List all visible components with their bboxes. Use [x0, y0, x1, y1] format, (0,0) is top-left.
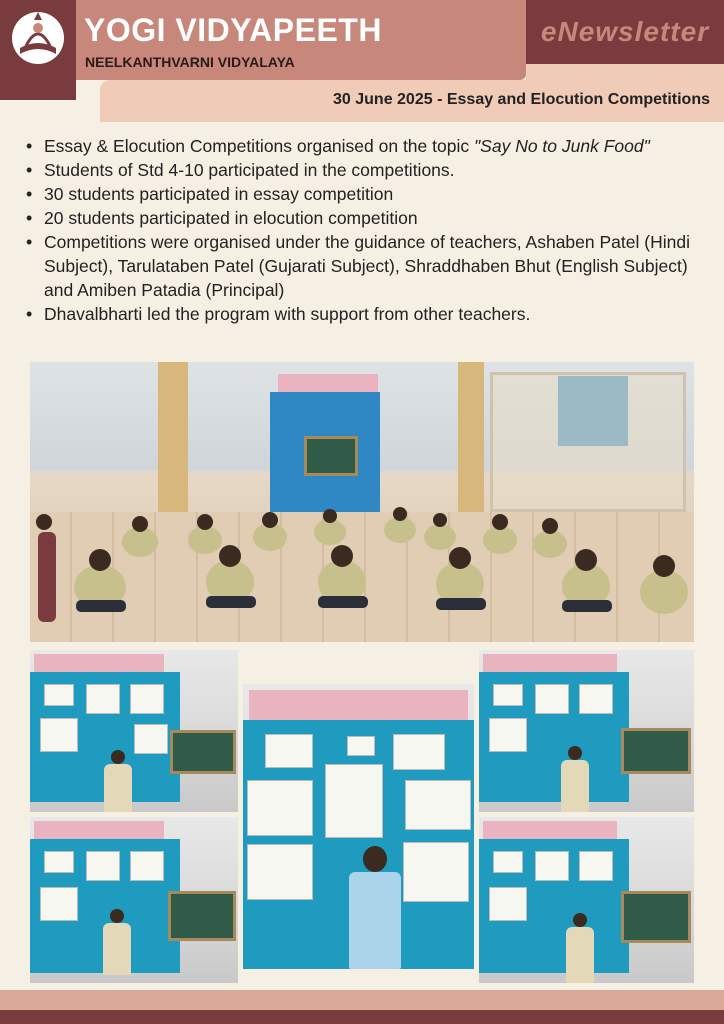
- list-item-text: Essay & Elocution Competitions organised on the topic: [44, 136, 474, 156]
- footer-stripe: [0, 1010, 724, 1024]
- topic-quote: "Say No to Junk Food": [473, 136, 650, 156]
- newsletter-label: eNewsletter: [540, 16, 710, 47]
- date-strip: [526, 64, 724, 80]
- stage-sign: [34, 821, 164, 839]
- chalkboard: [621, 891, 691, 943]
- elocution-photo-3: [479, 650, 694, 812]
- chalkboard: [170, 730, 236, 774]
- book-lotus-emblem-icon: [8, 8, 68, 80]
- stage-sign: [278, 374, 378, 392]
- stage-sign: [249, 690, 468, 720]
- highlights-list: [24, 134, 714, 326]
- stage-sign: [483, 821, 617, 839]
- students-illustration: [30, 482, 694, 642]
- elocution-photo-4: [479, 817, 694, 983]
- newsletter-bar: [526, 0, 724, 64]
- stage-sign: [483, 654, 617, 672]
- chalkboard: [621, 728, 691, 774]
- elocution-photo-2: [30, 817, 238, 983]
- speaker-student: [557, 746, 593, 812]
- speaker-student: [563, 913, 597, 983]
- list-item: • Students of Std 4-10 participated in the competitions.: [24, 158, 714, 182]
- essay-competition-photo: [30, 362, 694, 642]
- speaker-student: [100, 909, 134, 979]
- list-item: • 30 students participated in essay competition: [24, 182, 714, 206]
- list-item: • Competitions were organised under the guidance of teachers, Ashaben Patel (Hindi Subject), Tarulataben Patel (Gujarati Subject), Shraddhaben Bhut (English Subject) and Amiben Patadia (Principal): [24, 230, 714, 302]
- list-item: • 20 students participated in elocution competition: [24, 206, 714, 230]
- speaker-student: [100, 750, 136, 812]
- header-logo-block: [0, 0, 76, 100]
- chalkboard: [168, 891, 236, 941]
- date-bar: [100, 80, 724, 122]
- list-item: [24, 134, 714, 158]
- speaker-student: [343, 846, 407, 969]
- school-title: YOGI VIDYAPEETH: [84, 12, 382, 48]
- stage-sign: [34, 654, 164, 672]
- elocution-photo-1: [30, 650, 238, 812]
- chalkboard: [304, 436, 358, 476]
- title-bar: [76, 0, 526, 80]
- list-item: • Dhavalbharti led the program with support from other teachers.: [24, 302, 714, 326]
- elocution-photo-center: [243, 684, 474, 969]
- school-subtitle: NEELKANTHVARNI VIDYALAYA: [85, 54, 295, 70]
- date-line: 30 June 2025 - Essay and Elocution Competitions: [333, 91, 710, 108]
